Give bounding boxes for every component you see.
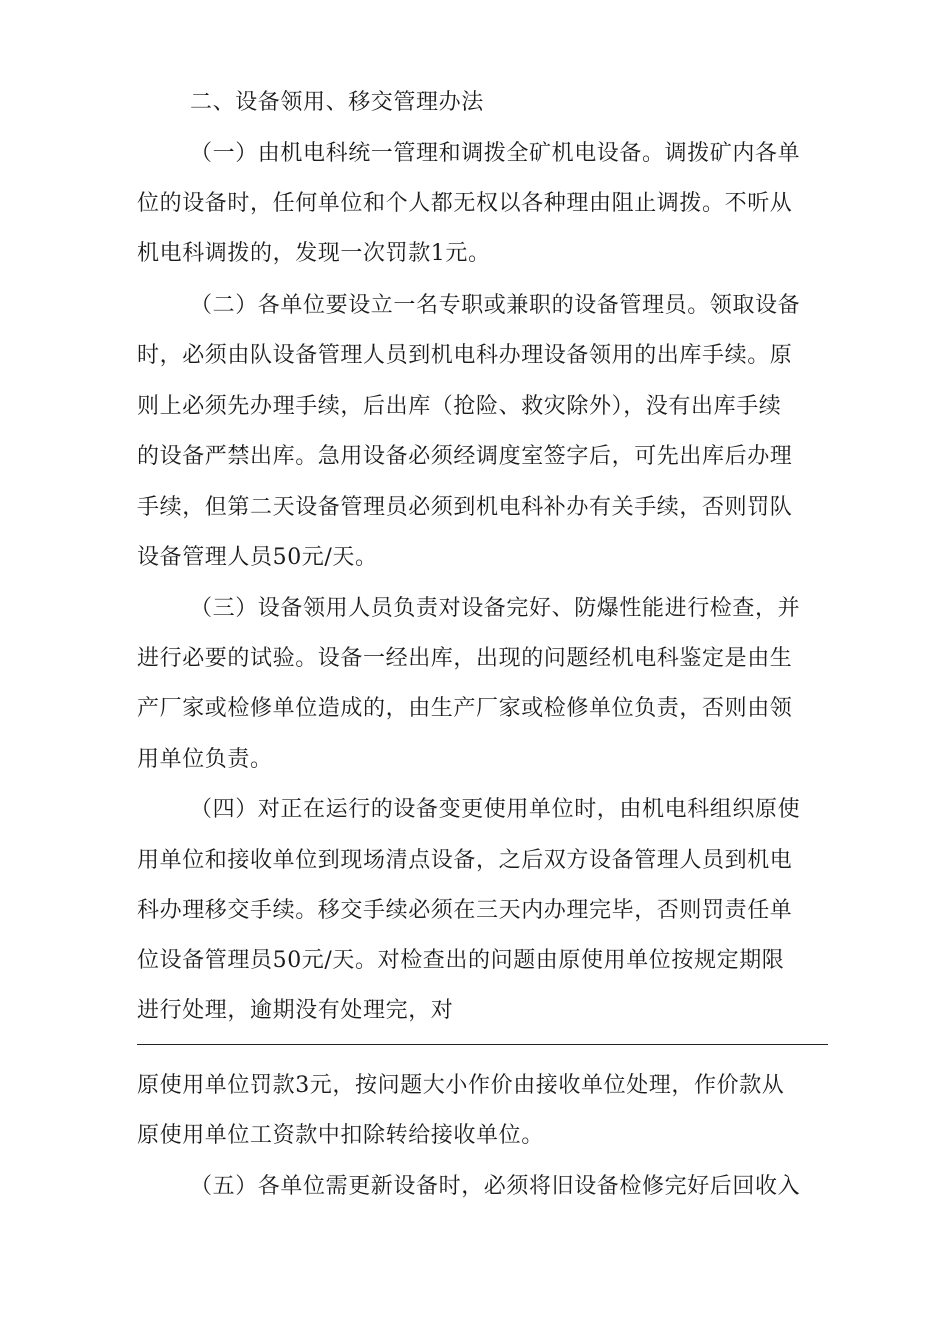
paragraph-2-line-5: 手续，但第二天设备管理员必须到机电科补办有关手续，否则罚队 — [137, 495, 793, 520]
paragraph-1-line-3: 机电科调拨的，发现一次罚款1元。 — [137, 241, 491, 266]
paragraph-4-line-2: 用单位和接收单位到现场清点设备，之后双方设备管理人员到机电 — [137, 848, 793, 873]
paragraph-2-line-2: 时，必须由队设备管理人员到机电科办理设备领用的出库手续。原 — [137, 343, 793, 368]
paragraph-3-line-2: 进行必要的试验。设备一经出库，出现的问题经机电科鉴定是由生 — [137, 646, 793, 671]
paragraph-2-line-6: 设备管理人员50元/天。 — [137, 545, 378, 570]
paragraph-2-line-1: （二）各单位要设立一名专职或兼职的设备管理员。领取设备 — [190, 293, 801, 318]
paragraph-4-continued-line-1: 原使用单位罚款3元，按问题大小作价由接收单位处理，作价款从 — [137, 1073, 785, 1098]
paragraph-4-line-5: 进行处理，逾期没有处理完，对 — [137, 998, 454, 1023]
paragraph-3-line-3: 产厂家或检修单位造成的，由生产厂家或检修单位负责，否则由领 — [137, 696, 793, 721]
paragraph-3-line-1: （三）设备领用人员负责对设备完好、防爆性能进行检查，并 — [190, 596, 801, 621]
section-heading: 二、设备领用、移交管理办法 — [190, 90, 484, 115]
paragraph-2-line-4: 的设备严禁出库。急用设备必须经调度室签字后，可先出库后办理 — [137, 444, 793, 469]
paragraph-4-line-3: 科办理移交手续。移交手续必须在三天内办理完毕，否则罚责任单 — [137, 898, 793, 923]
page-divider — [137, 1044, 828, 1045]
paragraph-4-line-1: （四）对正在运行的设备变更使用单位时，由机电科组织原使 — [190, 797, 801, 822]
paragraph-4-continued-line-2: 原使用单位工资款中扣除转给接收单位。 — [137, 1123, 544, 1148]
paragraph-3-line-4: 用单位负责。 — [137, 747, 273, 772]
paragraph-5-line-1: （五）各单位需更新设备时，必须将旧设备检修完好后回收入 — [190, 1174, 801, 1199]
paragraph-1-line-1: （一）由机电科统一管理和调拨全矿机电设备。调拨矿内各单 — [190, 141, 801, 166]
paragraph-2-line-3: 则上必须先办理手续，后出库（抢险、救灾除外），没有出库手续 — [137, 394, 782, 419]
paragraph-1-line-2: 位的设备时，任何单位和个人都无权以各种理由阻止调拨。不听从 — [137, 191, 793, 216]
paragraph-4-line-4: 位设备管理员50元/天。对检查出的问题由原使用单位按规定期限 — [137, 948, 785, 973]
